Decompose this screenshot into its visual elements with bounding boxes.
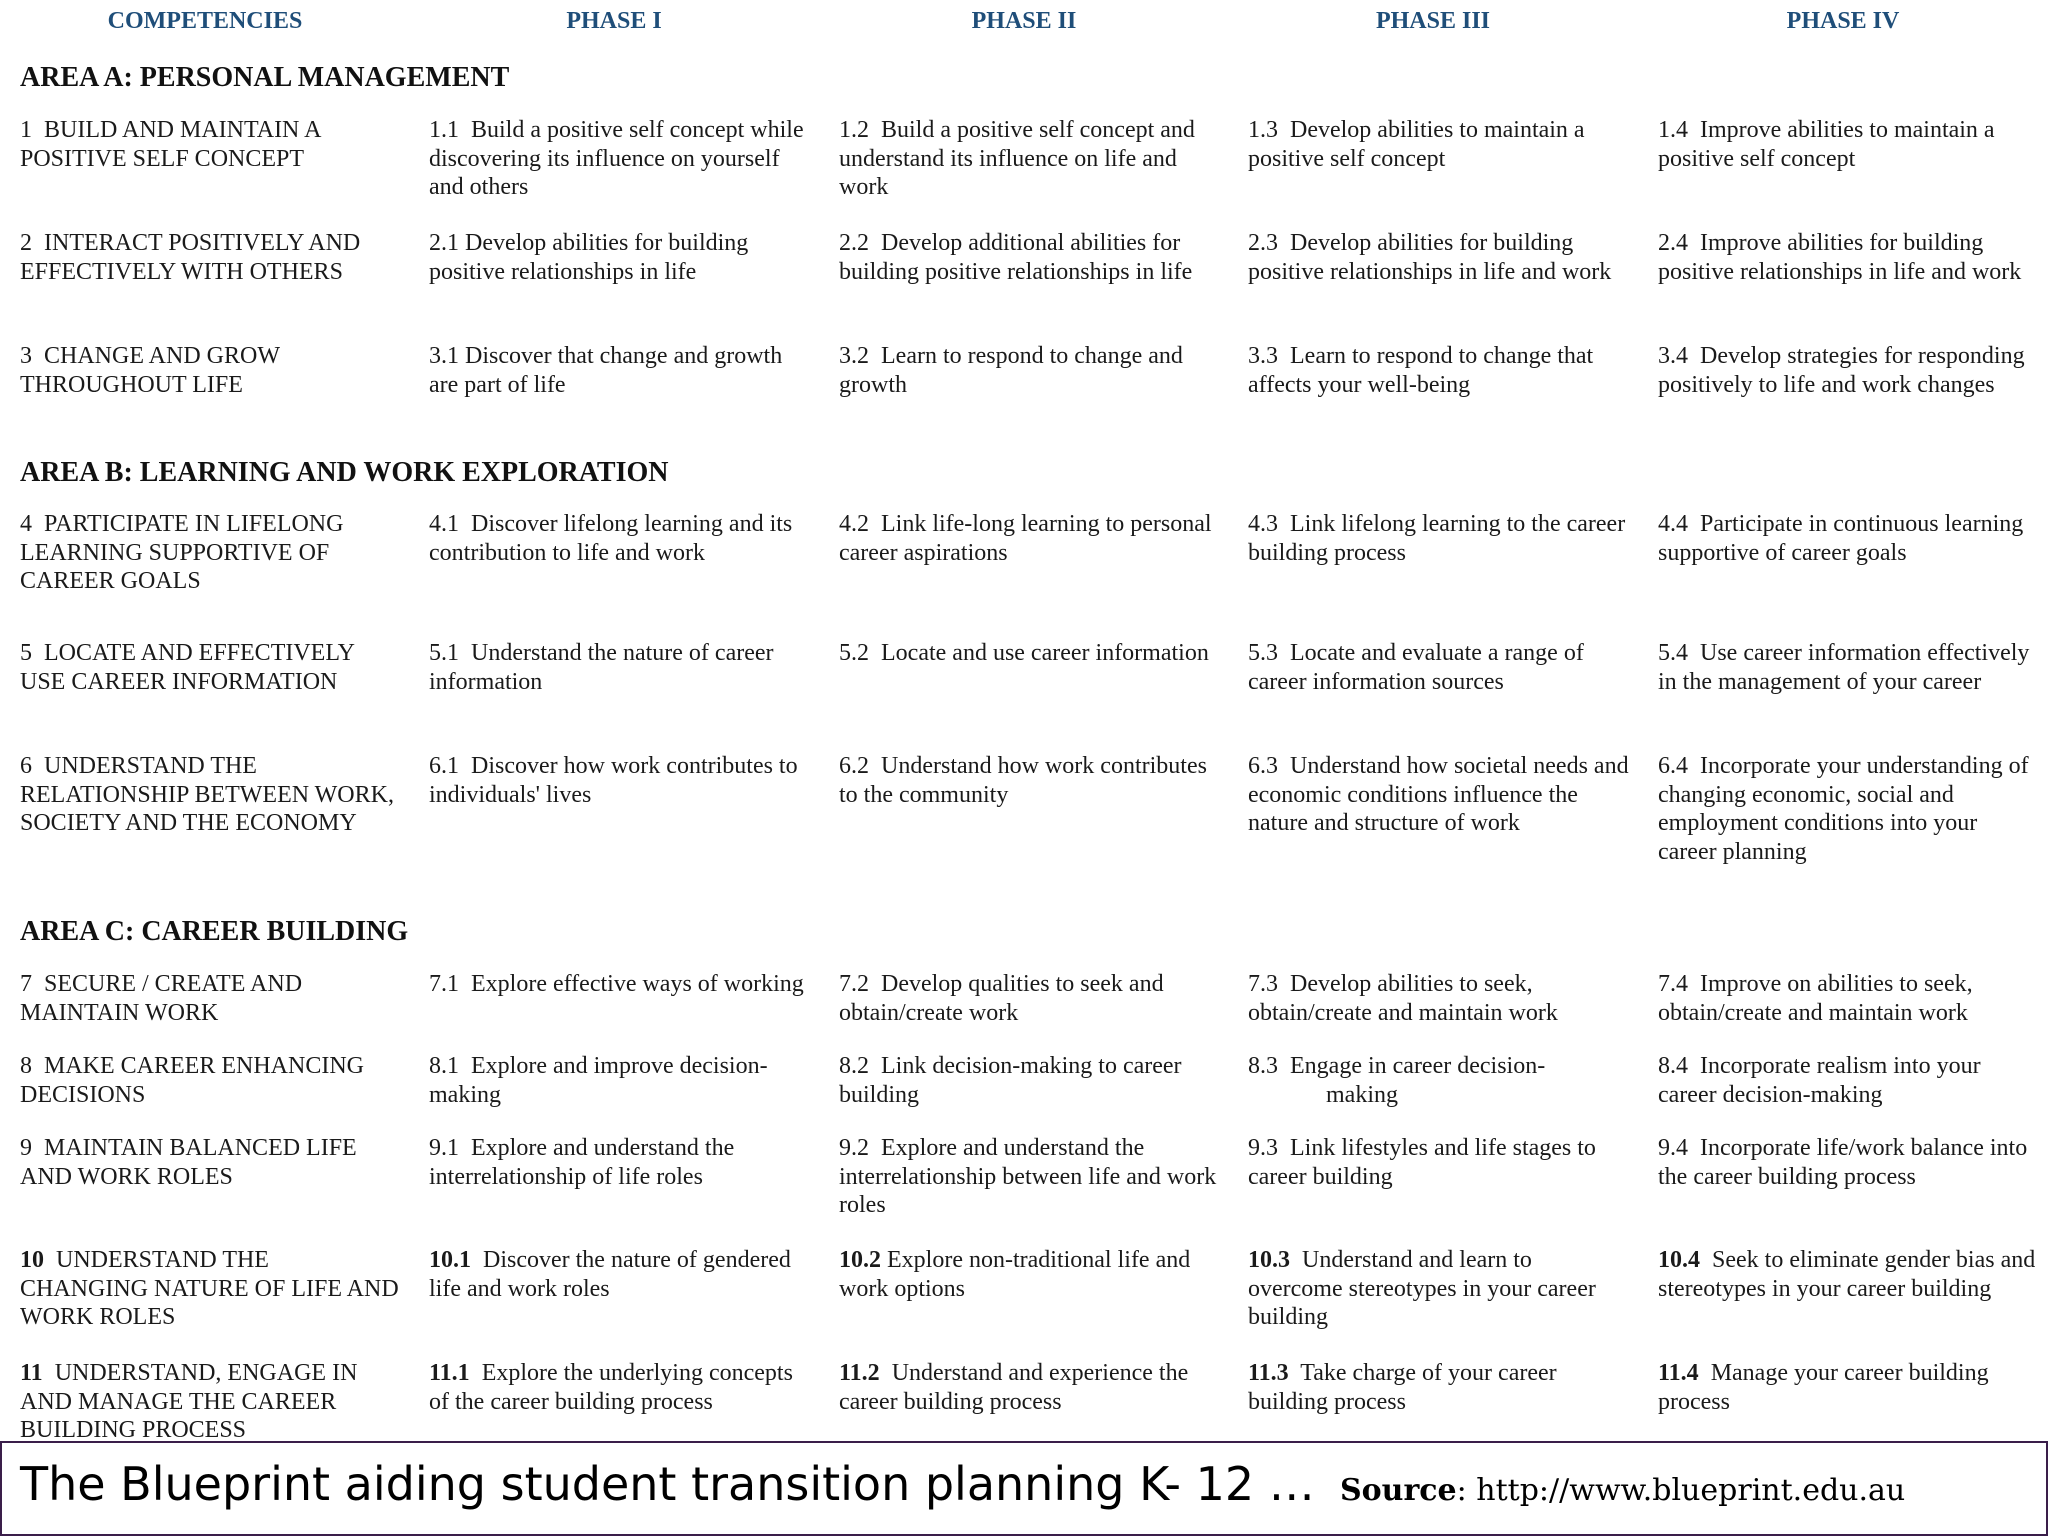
phase-4-cell: [1658, 116, 2040, 173]
phase-4-cell: [1658, 752, 2040, 866]
competency-text: 6 UNDERSTAND THE RELATIONSHIP BETWEEN WORK, SOCIETY AND THE ECONOMY: [20, 753, 400, 836]
header-phase-3: PHASE III: [1375, 8, 1491, 34]
caption-source: [1340, 1473, 1905, 1508]
competency-text: 8 MAKE CAREER ENHANCING DECISIONS: [20, 1053, 370, 1108]
outcome-text: Manage your career building process: [1658, 1360, 1995, 1415]
outcome-text: 3.3 Learn to respond to change that affects your well-being: [1248, 343, 1600, 398]
outcome-text: Take charge of your career building process: [1248, 1360, 1563, 1415]
area-b-heading: AREA B: LEARNING AND WORK EXPLORATION: [20, 457, 669, 488]
competency-number: 10: [20, 1247, 44, 1273]
outcome-text: Seek to eliminate gender bias and stereotypes in your career building: [1658, 1247, 2042, 1302]
competency-number: 11: [20, 1360, 43, 1386]
outcome-text: 4.1 Discover lifelong learning and its contribution to life and work: [429, 511, 799, 566]
header-competencies: COMPETENCIES: [107, 8, 303, 34]
outcome-text: 4.2 Link life-long learning to personal career aspirations: [839, 511, 1218, 566]
phase-4-cell: [1658, 510, 2040, 567]
phase-3-cell: [1248, 1359, 1630, 1416]
phase-1-cell: [429, 229, 811, 286]
phase-3-cell: [1248, 1052, 1630, 1109]
phase-2-cell: [839, 229, 1221, 286]
competency-text: 3 CHANGE AND GROW THROUGHOUT LIFE: [20, 343, 286, 398]
outcome-text: 3.1 Discover that change and growth are part of life: [429, 343, 789, 398]
outcome-text: 6.2 Understand how work contributes to the community: [839, 753, 1213, 808]
outcome-text: 8.1 Explore and improve decision-making: [429, 1053, 768, 1108]
phase-4-cell: [1658, 1134, 2040, 1191]
outcome-text: Explore non-traditional life and work options: [839, 1247, 1197, 1302]
phase-3-cell: [1248, 342, 1630, 399]
competency-text: 5 LOCATE AND EFFECTIVELY USE CAREER INFORMATION: [20, 640, 361, 695]
outcome-text: 7.3 Develop abilities to seek, obtain/create and maintain work: [1248, 971, 1558, 1026]
outcome-text: 6.4 Incorporate your understanding of changing economic, social and employment conditions into your career planning: [1658, 753, 2035, 865]
outcome-text: Understand and experience the career building process: [839, 1360, 1195, 1415]
outcome-text: Understand and learn to overcome stereotypes in your career building: [1248, 1247, 1602, 1330]
outcome-number: 10.4: [1658, 1247, 1700, 1273]
area-a-heading: AREA A: PERSONAL MANAGEMENT: [20, 62, 510, 93]
competency-cell: [20, 970, 400, 1027]
competency-cell: [20, 1134, 400, 1191]
outcome-text: 2.4 Improve abilities for building positive relationships in life and work: [1658, 230, 2022, 285]
phase-3-cell: [1248, 229, 1630, 286]
outcome-text: 4.3 Link lifelong learning to the career building process: [1248, 511, 1632, 566]
header-phase-1: PHASE I: [566, 8, 662, 34]
competency-cell: [20, 1359, 400, 1440]
phase-3-cell: [1248, 1246, 1630, 1332]
phase-4-cell: [1658, 342, 2040, 399]
outcome-text: 9.3 Link lifestyles and life stages to career building: [1248, 1135, 1602, 1190]
phase-4-cell: [1658, 1359, 2040, 1416]
phase-4-cell: [1658, 1246, 2040, 1303]
competency-cell: [20, 1052, 400, 1109]
outcome-number: 10.2: [839, 1247, 881, 1273]
outcome-text: 1.1 Build a positive self concept while discovering its influence on yourself and others: [429, 117, 810, 200]
competency-cell: [20, 229, 400, 286]
outcome-number: 10.3: [1248, 1247, 1290, 1273]
competency-text: UNDERSTAND THE CHANGING NATURE OF LIFE AND WORK ROLES: [20, 1247, 405, 1330]
outcome-text: 3.2 Learn to respond to change and growth: [839, 343, 1189, 398]
source-url[interactable]: : http://www.blueprint.edu.au: [1456, 1473, 1906, 1508]
header-phase-4: PHASE IV: [1786, 8, 1900, 34]
outcome-text: 8.2 Link decision-making to career building: [839, 1053, 1188, 1108]
competency-cell: [20, 639, 400, 696]
source-label: Source: [1340, 1473, 1457, 1508]
phase-1-cell: [429, 1246, 811, 1303]
outcome-text: 8.3 Engage in career decision-: [1248, 1053, 1546, 1079]
outcome-text: 7.1 Explore effective ways of working: [429, 971, 804, 997]
outcome-text: 5.2 Locate and use career information: [839, 640, 1209, 666]
outcome-text: 2.2 Develop additional abilities for building positive relationships in life: [839, 230, 1193, 285]
outcome-text: 1.4 Improve abilities to maintain a positive self concept: [1658, 117, 2001, 172]
phase-1-cell: [429, 970, 811, 999]
outcome-text: 9.2 Explore and understand the interrelationship between life and work roles: [839, 1135, 1223, 1218]
outcome-number: 10.1: [429, 1247, 471, 1273]
outcome-text: 2.3 Develop abilities for building positive relationships in life and work: [1248, 230, 1612, 285]
phase-2-cell: [839, 1052, 1221, 1109]
phase-4-cell: [1658, 1052, 2040, 1109]
phase-2-cell: [839, 1359, 1221, 1416]
phase-3-cell: [1248, 116, 1630, 173]
outcome-number: 11.1: [429, 1360, 470, 1386]
competency-cell: [20, 752, 400, 838]
outcome-text: 9.4 Incorporate life/work balance into the career building process: [1658, 1135, 2034, 1190]
outcome-text: 7.4 Improve on abilities to seek, obtain/create and maintain work: [1658, 971, 1979, 1026]
phase-2-cell: [839, 752, 1221, 809]
competency-cell: [20, 116, 400, 173]
header-phase-2: PHASE II: [971, 8, 1077, 34]
competency-text: UNDERSTAND, ENGAGE IN AND MANAGE THE CAREER BUILDING PROCESS: [20, 1360, 363, 1440]
competency-text: 1 BUILD AND MAINTAIN A POSITIVE SELF CONCEPT: [20, 117, 327, 172]
phase-1-cell: [429, 1359, 811, 1416]
outcome-number: 11.2: [839, 1360, 880, 1386]
competency-text: 9 MAINTAIN BALANCED LIFE AND WORK ROLES: [20, 1135, 362, 1190]
outcome-text: 6.3 Understand how societal needs and economic conditions influence the nature and structure of work: [1248, 753, 1635, 836]
competency-text: 2 INTERACT POSITIVELY AND EFFECTIVELY WITH OTHERS: [20, 230, 367, 285]
phase-1-cell: [429, 639, 811, 696]
phase-2-cell: [839, 639, 1221, 668]
phase-2-cell: [839, 342, 1221, 399]
phase-2-cell: [839, 116, 1221, 202]
phase-3-cell: [1248, 510, 1630, 567]
outcome-text: 5.1 Understand the nature of career information: [429, 640, 780, 695]
phase-3-cell: [1248, 970, 1630, 1027]
phase-4-cell: [1658, 639, 2040, 696]
outcome-text: 4.4 Participate in continuous learning supportive of career goals: [1658, 511, 2030, 566]
outcome-text: Discover the nature of gendered life and work roles: [429, 1247, 797, 1302]
outcome-text: 5.3 Locate and evaluate a range of career information sources: [1248, 640, 1590, 695]
phase-1-cell: [429, 752, 811, 809]
phase-4-cell: [1658, 229, 2040, 286]
caption-title: The Blueprint aiding student transition planning K- 12 …: [20, 1457, 1315, 1511]
phase-1-cell: [429, 1134, 811, 1191]
phase-2-cell: [839, 1246, 1221, 1303]
area-c-heading: AREA C: CAREER BUILDING: [20, 916, 409, 947]
competency-text: 4 PARTICIPATE IN LIFELONG LEARNING SUPPORTIVE OF CAREER GOALS: [20, 511, 350, 594]
outcome-text: 2.1 Develop abilities for building positive relationships in life: [429, 230, 755, 285]
outcome-number: 11.4: [1658, 1360, 1699, 1386]
outcome-text: 1.2 Build a positive self concept and understand its influence on life and work: [839, 117, 1201, 200]
phase-3-cell: [1248, 752, 1635, 838]
phase-2-cell: [839, 970, 1221, 1027]
outcome-number: 11.3: [1248, 1360, 1289, 1386]
outcome-text-continued: making: [1326, 1081, 1398, 1108]
competency-cell: [20, 342, 400, 399]
phase-1-cell: [429, 510, 811, 567]
phase-2-cell: [839, 510, 1221, 567]
phase-3-cell: [1248, 639, 1630, 696]
outcome-text: 8.4 Incorporate realism into your career decision-making: [1658, 1053, 1987, 1108]
phase-3-cell: [1248, 1134, 1630, 1191]
phase-1-cell: [429, 342, 811, 399]
competency-cell: [20, 1246, 405, 1332]
outcome-text: 9.1 Explore and understand the interrelationship of life roles: [429, 1135, 741, 1190]
phase-1-cell: [429, 1052, 811, 1109]
caption-banner: [0, 1441, 2048, 1536]
outcome-text: 7.2 Develop qualities to seek and obtain/create work: [839, 971, 1170, 1026]
competency-cell: [20, 510, 400, 596]
phase-2-cell: [839, 1134, 1221, 1220]
outcome-text: 5.4 Use career information effectively in the management of your career: [1658, 640, 2036, 695]
phase-1-cell: [429, 116, 811, 202]
outcome-text: 6.1 Discover how work contributes to individuals' lives: [429, 753, 804, 808]
outcome-text: 1.3 Develop abilities to maintain a positive self concept: [1248, 117, 1591, 172]
competency-text: 7 SECURE / CREATE AND MAINTAIN WORK: [20, 971, 309, 1026]
outcome-text: Explore the underlying concepts of the career building process: [429, 1360, 799, 1415]
outcome-text: 3.4 Develop strategies for responding positively to life and work changes: [1658, 343, 2031, 398]
phase-4-cell: [1658, 970, 2040, 1027]
